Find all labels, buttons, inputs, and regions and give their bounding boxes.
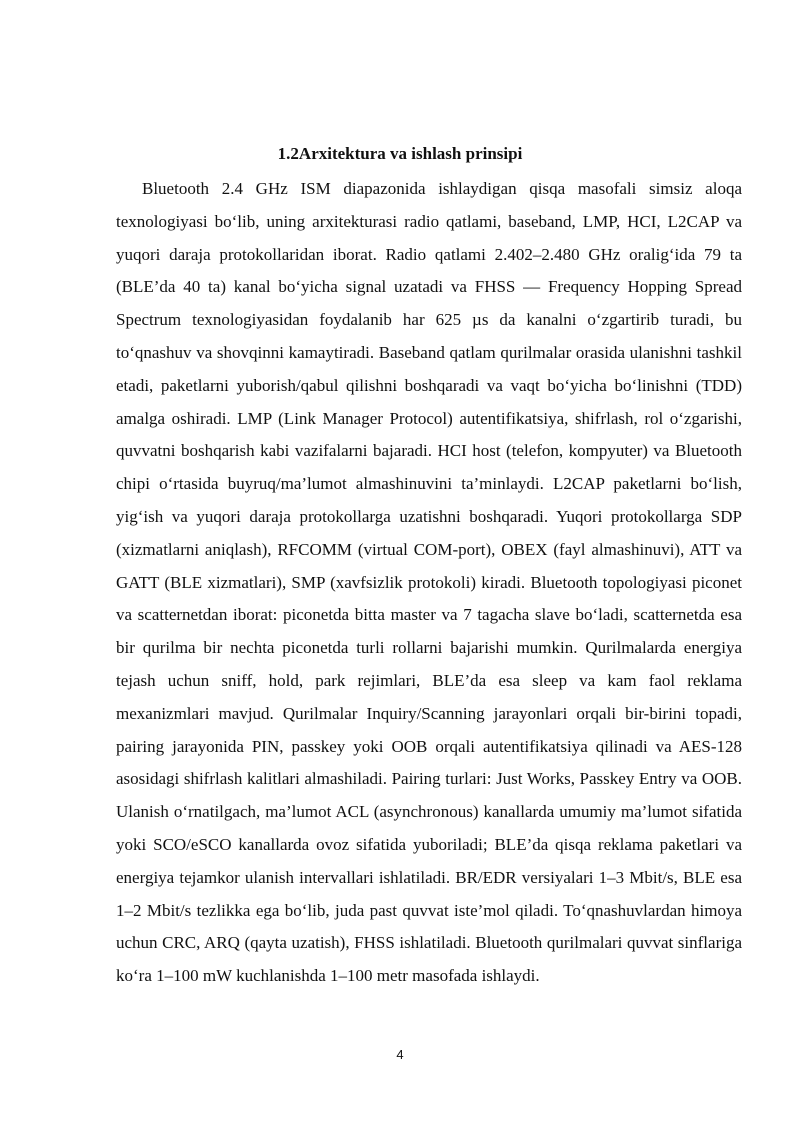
section-heading: 1.2Arxitektura va ishlash prinsipi [277, 144, 523, 163]
body-paragraph: Bluetooth 2.4 GHz ISM diapazonida ishlaydigan qisqa masofali simsiz aloqa texnologiyasi bo‘lib, uning arxitekturasi radio qatlami, baseband, LMP, HCI, L2CAP va yuqori daraja protokollaridan iborat. Radio qatlami 2.402–2.480 GHz oralig‘ida 79 ta (BLE’da 40 ta) kanal bo‘yicha signal uzatadi va FHSS — Frequency Hopping Spread Spectrum texnologiyasidan foydalanib har 625 µs da kanalni o‘zgartirib turadi, bu to‘qnashuv va shovqinni kamaytiradi. Baseband qatlam qurilmalar orasida ulanishni tashkil etadi, paketlarni yuborish/qabul qilishni boshqaradi va vaqt bo‘yicha bo‘linishni (TDD) amalga oshiradi. LMP (Link Manager Protocol) autentifikatsiya, shifrlash, rol o‘zgarishi, quvvatni boshqarish kabi vazifalarni bajaradi. HCI host (telefon, kompyuter) va Bluetooth chipi o‘rtasida buyruq/ma’lumot almashinuvini ta’minlaydi. L2CAP paketlarni bo‘lish, yig‘ish va yuqori daraja protokollarga uzatishni boshqaradi. Yuqori protokollarga SDP (xizmatlarni aniqlash), RFCOMM (virtual COM-port), OBEX (fayl almashinuvi), ATT va GATT (BLE xizmatlari), SMP (xavfsizlik protokoli) kiradi. Bluetooth topologiyasi piconet va scatternetdan iborat: piconetda bitta master va 7 tagacha slave bo‘ladi, scatternetda esa bir qurilma bir nechta piconetda turli rollarni bajarishi mumkin. Qurilmalarda energiya tejash uchun sniff, hold, park rejimlari, BLE’da esa sleep va kam faol reklama mexanizmlari mavjud. Qurilmalar Inquiry/Scanning jarayonlari orqali bir-birini topadi, pairing jarayonida PIN, passkey yoki OOB orqali autentifikatsiya qilinadi va AES-128 asosidagi shifrlash kalitlari almashiladi. Pairing turlari: Just Works, Passkey Entry va OOB. Ulanish o‘rnatilgach, ma’lumot ACL (asynchronous) kanallarda umumiy ma’lumot sifatida yoki SCO/eSCO kanallarda ovoz sifatida yuboriladi; BLE’da qisqa reklama paketlari va energiya tejamkor ulanish intervallari ishlatiladi. BR/EDR versiyalari 1–3 Mbit/s, BLE esa 1–2 Mbit/s tezlikka ega bo‘lib, juda past quvvat iste’mol qiladi. To‘qnashuvlardan himoya uchun CRC, ARQ (qayta uzatish), FHSS ishlatiladi. Bluetooth qurilmalari quvvat sinflariga ko‘ra 1–100 mW kuchlanishda 1–100 metr masofada ishlaydi. [116, 179, 742, 986]
page-number: 4 [396, 1047, 404, 1062]
